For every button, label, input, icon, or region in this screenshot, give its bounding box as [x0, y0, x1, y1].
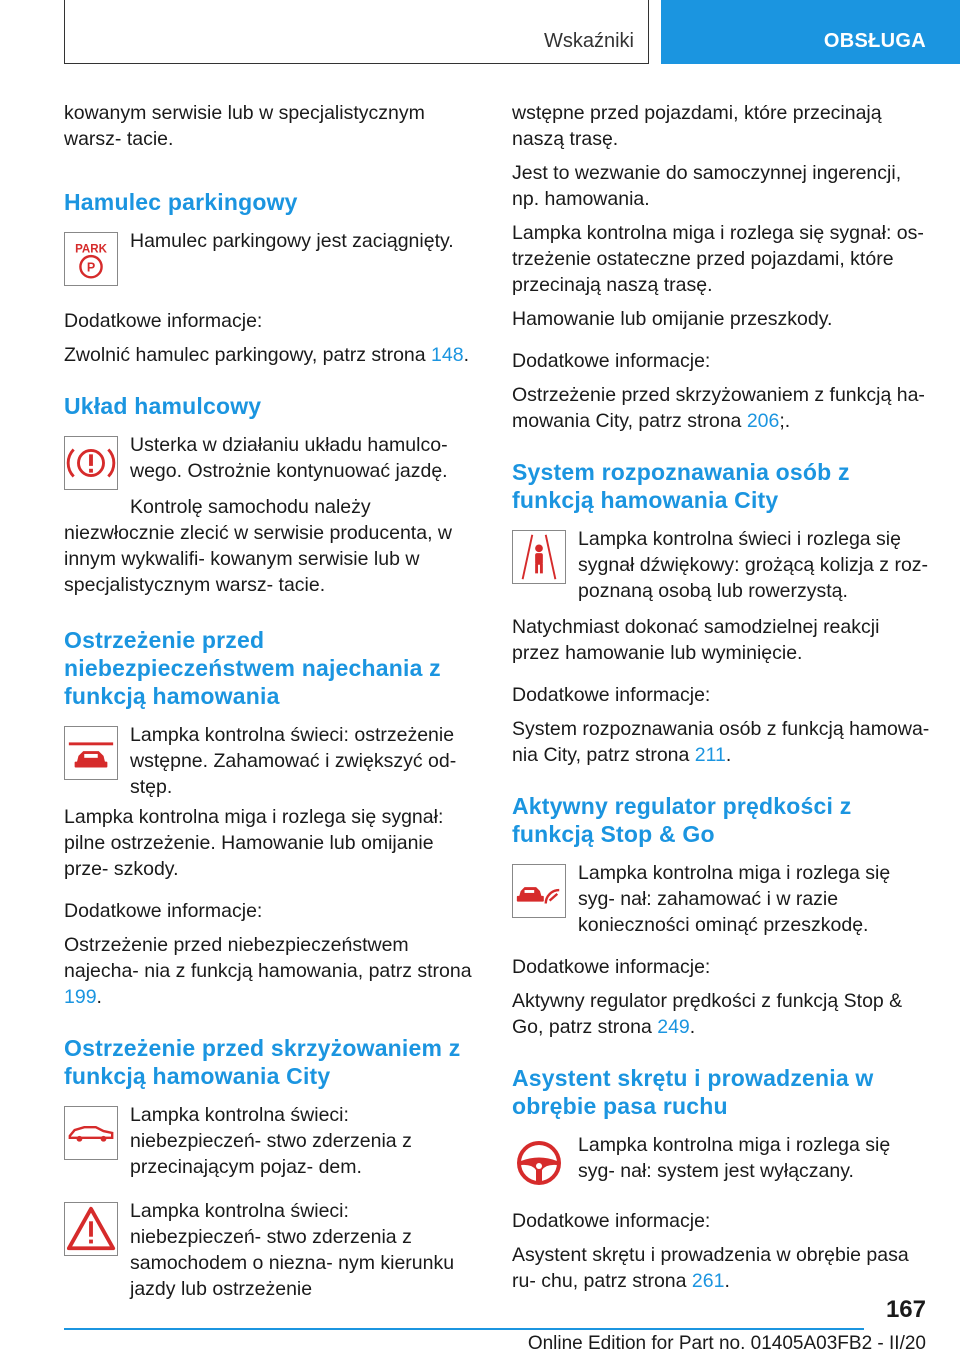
- crossing-cont-2: Jest to wezwanie do samoczynnej ingerencji, np. hamowania.: [512, 162, 902, 210]
- collision-desc2: Lampka kontrolna miga i rozlega się sygnał: pilne ostrzeżenie. Hamowanie lub omijanie prze- szkody.: [64, 806, 444, 880]
- collision-row: [64, 722, 482, 800]
- crossing-desc2: Lampka kontrolna świeci: niebezpieczeń- stwo zderzenia z samochodem o niezna- nym kierunku jazdy lub ostrzeżenie: [130, 1200, 455, 1300]
- person-desc: Lampka kontrolna świeci i rozlega się sygnał dźwiękowy: grożącą kolizja z roz- poznaną osobą lub rowerzystą.: [578, 528, 929, 602]
- person-info-label: Dodatkowe informacje:: [512, 684, 711, 706]
- acc-ref-link[interactable]: 249: [657, 1016, 690, 1038]
- steering-ref-link[interactable]: 261: [691, 1270, 725, 1292]
- steering-ref-text: Asystent skrętu i prowadzenia w obrębie pasa ru- chu, patrz strona: [512, 1244, 909, 1292]
- acc-heading: Aktywny regulator prędkości z funkcją Stop & Go: [512, 793, 852, 847]
- acc-ref-end: .: [689, 1016, 696, 1038]
- crossing-ref-text: Ostrzeżenie przed skrzyżowaniem z funkcją ha- mowania City, patrz strona: [512, 384, 925, 432]
- crossing-ref: [512, 382, 930, 434]
- steering-ref: [512, 1242, 930, 1294]
- car-collision-icon: [64, 726, 118, 780]
- steering-ref-end: .: [724, 1270, 730, 1292]
- person-ref: [512, 716, 930, 768]
- left-column: [64, 100, 482, 1302]
- parking-ref-text: Zwolnić hamulec parkingowy, patrz strona: [64, 344, 432, 366]
- acc-desc: Lampka kontrolna miga i rozlega się syg- nał: zahamować i w razie konieczności ominąć przeszkodę.: [578, 862, 891, 936]
- crossing-cont-1: wstępne przed pojazdami, które przecinają naszą trasę.: [512, 102, 882, 150]
- acc-ref: [512, 988, 930, 1040]
- collision-info-label: Dodatkowe informacje:: [64, 900, 263, 922]
- parking-ref: [64, 342, 482, 368]
- svg-text:P: P: [86, 260, 96, 275]
- parking-brake-heading: Hamulec parkingowy: [64, 189, 298, 215]
- person-desc2: Natychmiast dokonać samodzielnej reakcji przez hamowanie lub wyminięcie.: [512, 616, 880, 664]
- brake-warning-icon: [64, 436, 118, 490]
- steering-desc: Lampka kontrolna miga i rozlega się syg- nał: system jest wyłączany.: [578, 1134, 891, 1182]
- collision-desc: Lampka kontrolna świeci: ostrzeżenie wstępne. Zahamować i zwiększyć od- stęp.: [130, 724, 457, 798]
- crossing-desc: Lampka kontrolna świeci: niebezpieczeń- stwo zderzenia z przecinającym pojaz- dem.: [130, 1104, 412, 1178]
- pedestrian-icon: [512, 530, 566, 584]
- steering-info-label: Dodatkowe informacje:: [512, 1210, 711, 1232]
- header-section-title: Wskaźniki: [543, 30, 634, 52]
- crossing-cont-3: Lampka kontrolna miga i rozlega się sygnał: os- trzeżenie ostateczne przed pojazdami, które przecinają naszą trasę.: [512, 222, 924, 296]
- park-brake-icon: [64, 232, 118, 286]
- acc-row: [512, 860, 930, 938]
- acc-ref-text: Aktywny regulator prędkości z funkcją Stop & Go, patrz strona: [512, 990, 903, 1038]
- person-ref-link[interactable]: 211: [694, 744, 726, 766]
- crossing-info-label: Dodatkowe informacje:: [512, 350, 711, 372]
- right-column: [512, 100, 930, 1294]
- crossing-ref-link[interactable]: 206: [746, 410, 780, 432]
- footer-edition: Online Edition for Part no. 01405A03FB2 - II/20: [527, 1333, 926, 1354]
- brake-system-row: [64, 432, 482, 492]
- header-chapter-tab[interactable]: [661, 0, 960, 64]
- parking-ref-end: .: [463, 344, 470, 366]
- person-ref-text: System rozpoznawania osób z funkcją hamowa- nia City, patrz strona: [512, 718, 930, 766]
- header-chapter-title: OBSŁUGA: [823, 30, 926, 52]
- crossing-ref-end: ;.: [779, 410, 791, 432]
- collision-ref-end: .: [96, 986, 102, 1008]
- crossing-car-icon: [64, 1106, 118, 1160]
- header-section-box: [64, 0, 649, 64]
- warning-triangle-icon: [64, 1202, 118, 1256]
- brake-system-desc2: Kontrolę samochodu należy niezwłocznie zlecić w serwisie producenta, w innym wykwalifi- kowanym serwisie lub w specjalistycznym warsz- tacie.: [64, 496, 452, 596]
- parking-brake-desc: Hamulec parkingowy jest zaciągnięty.: [130, 230, 454, 252]
- svg-text:PARK: PARK: [75, 243, 107, 256]
- parking-brake-row: [64, 228, 482, 288]
- intro-text: kowanym serwisie lub w specjalistycznym warsz- tacie.: [64, 102, 425, 150]
- crossing-cont-4: Hamowanie lub omijanie przeszkody.: [512, 308, 833, 330]
- crossing-row: [64, 1102, 482, 1180]
- parking-ref-link[interactable]: 148: [431, 344, 464, 366]
- parking-info-label: Dodatkowe informacje:: [64, 310, 263, 332]
- steering-wheel-icon: [512, 1136, 566, 1190]
- steering-row: [512, 1132, 930, 1192]
- acc-info-label: Dodatkowe informacje:: [512, 956, 711, 978]
- person-heading: System rozpoznawania osób z funkcją hamowania City: [512, 459, 850, 513]
- brake-system-heading: Układ hamulcowy: [64, 393, 262, 419]
- page-number: 167: [885, 1296, 926, 1323]
- brake-system-desc: Usterka w działaniu układu hamulco- wego. Ostrożnie kontynuować jazdę.: [130, 434, 448, 482]
- person-row: [512, 526, 930, 604]
- collision-ref-text: Ostrzeżenie przed niebezpieczeństwem najecha- nia z funkcją hamowania, patrz strona: [64, 934, 472, 982]
- footer-divider: [64, 1328, 864, 1330]
- steering-heading: Asystent skrętu i prowadzenia w obrębie pasa ruchu: [512, 1065, 874, 1119]
- crossing-heading: Ostrzeżenie przed skrzyżowaniem z funkcją hamowania City: [64, 1035, 461, 1089]
- person-ref-end: .: [725, 744, 732, 766]
- collision-heading: Ostrzeżenie przed niebezpieczeństwem najechania z funkcją hamowania: [64, 627, 441, 709]
- collision-ref: [64, 932, 482, 1010]
- acc-car-icon: [512, 864, 566, 918]
- collision-ref-link[interactable]: 199: [64, 986, 97, 1008]
- crossing-row-2: [64, 1198, 482, 1302]
